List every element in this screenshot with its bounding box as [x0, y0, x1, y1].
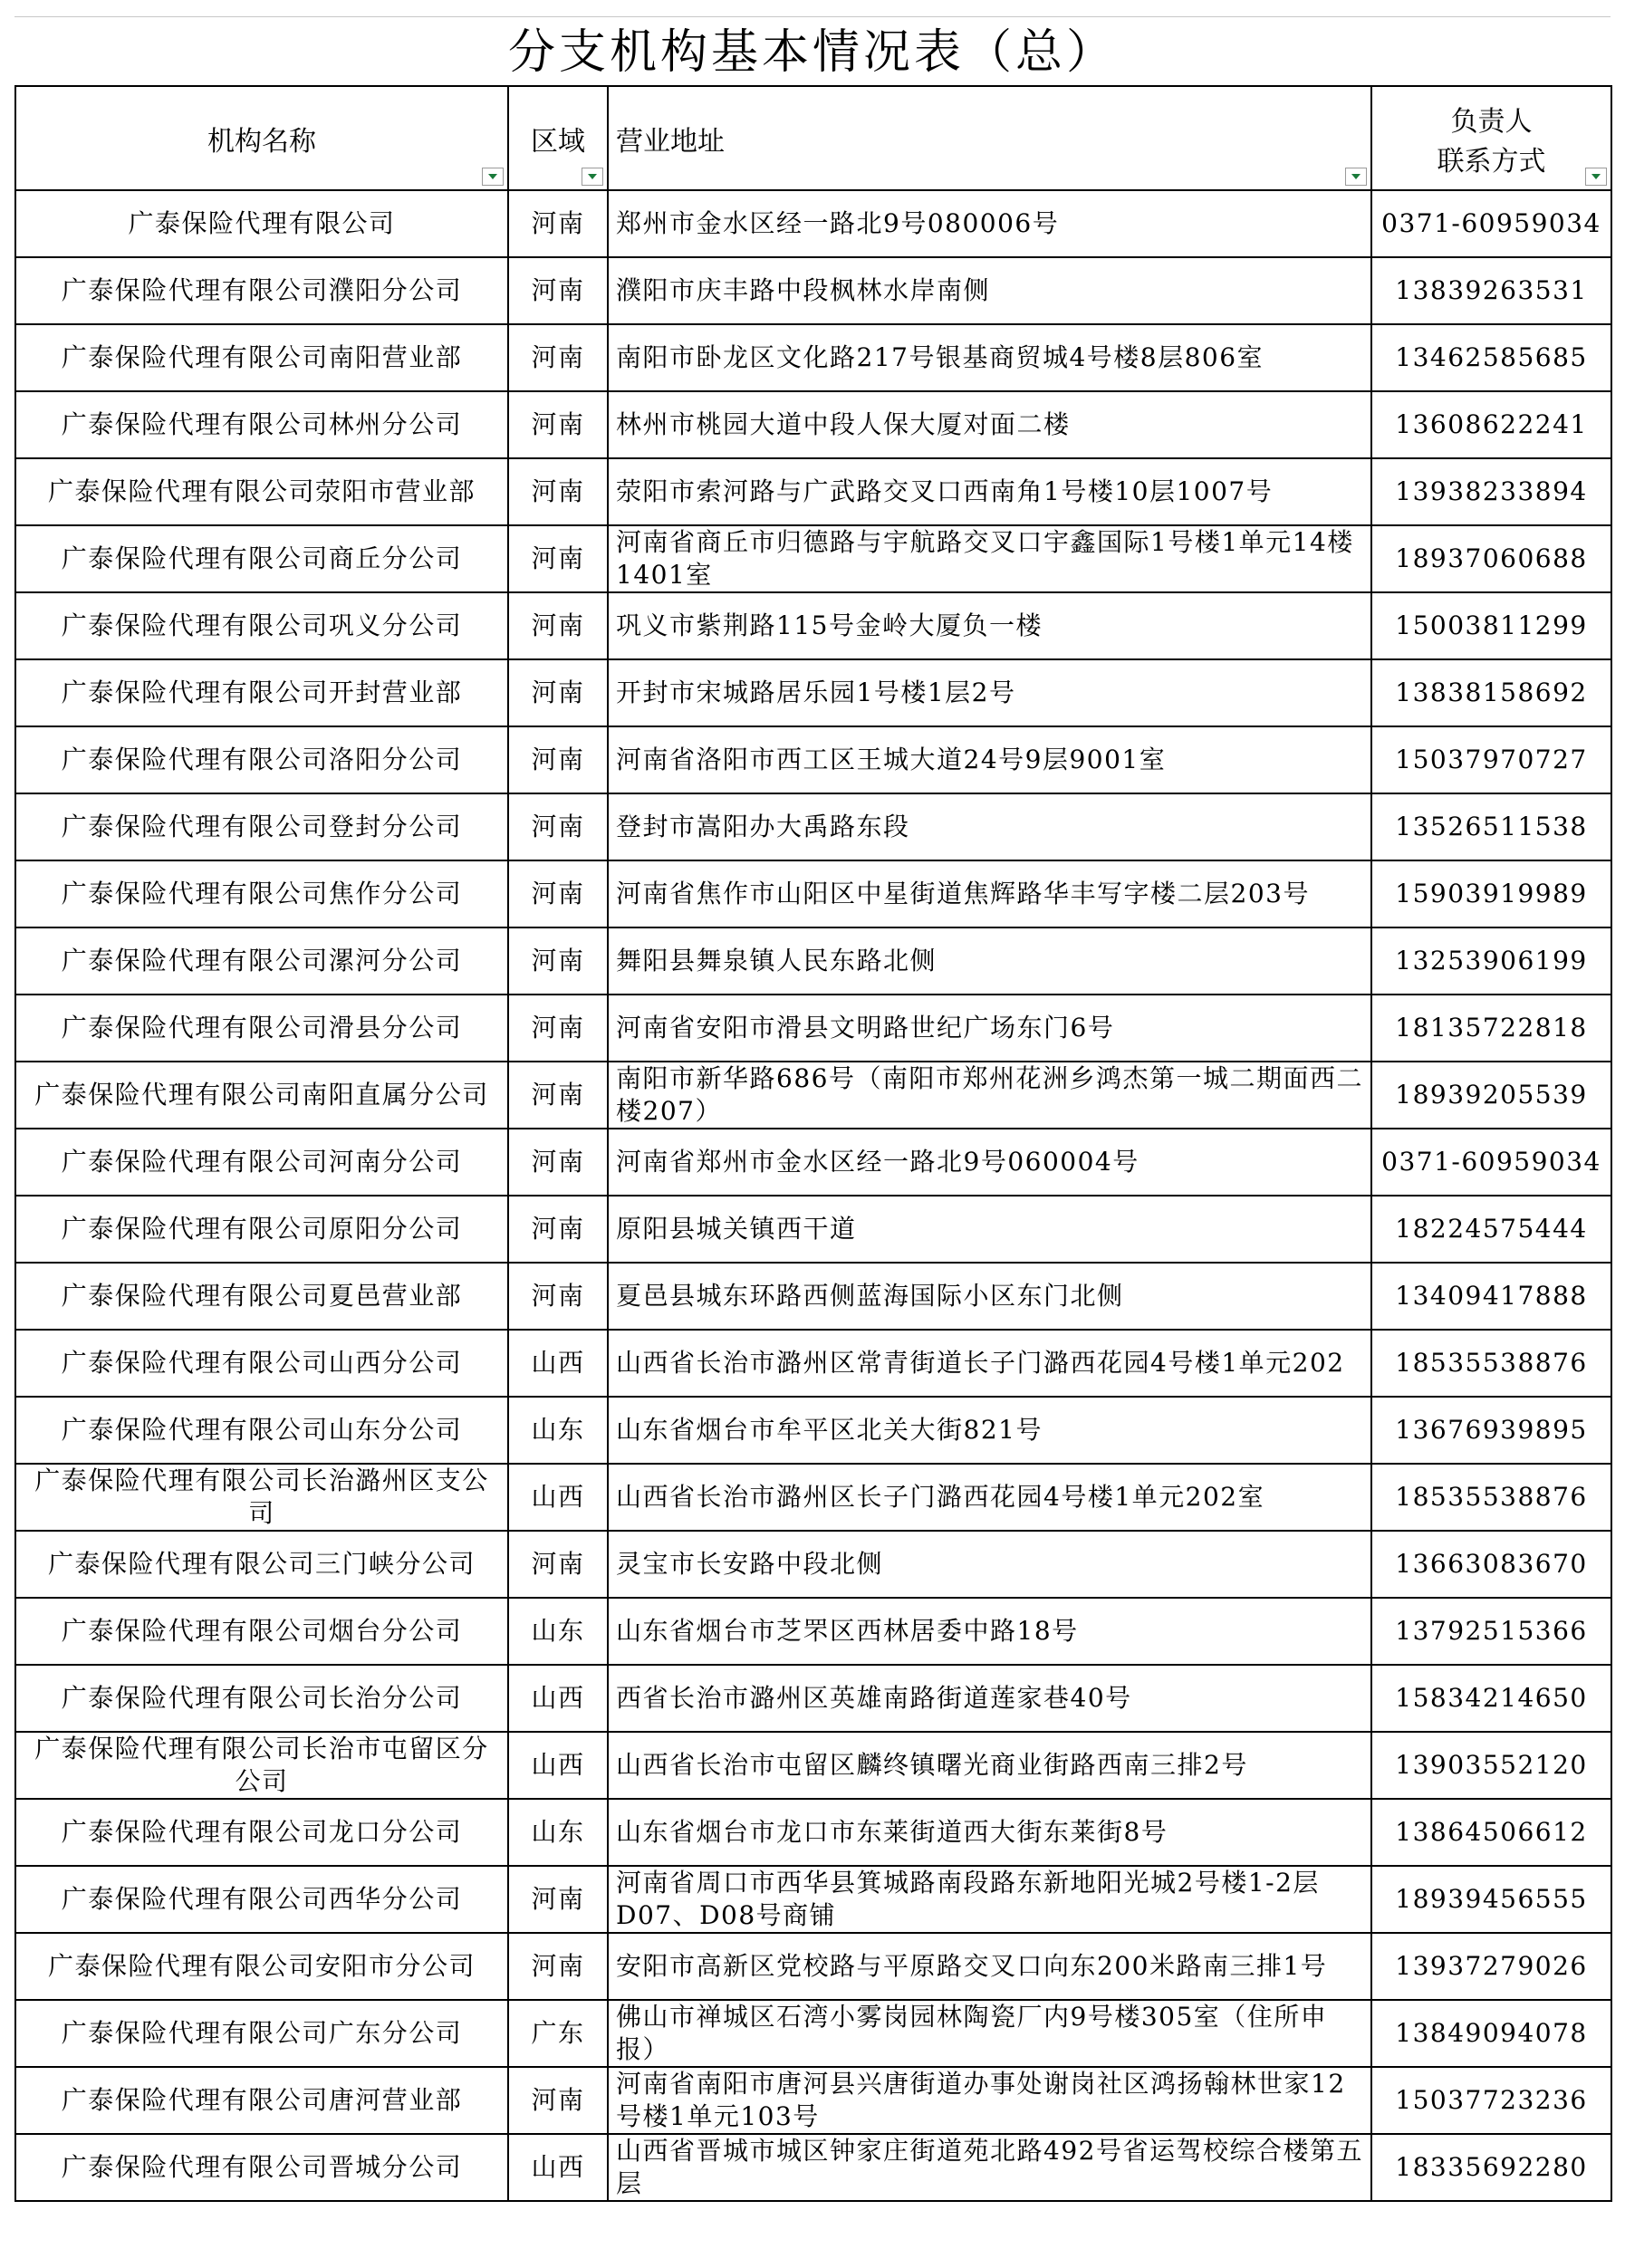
- cell-phone[interactable]: 13663083670: [1371, 1531, 1611, 1598]
- cell-phone[interactable]: 15003811299: [1371, 592, 1611, 659]
- table-row: [15, 1397, 1611, 1464]
- cell-region[interactable]: 山西: [508, 1732, 608, 1799]
- cell-phone[interactable]: 15037970727: [1371, 726, 1611, 793]
- cell-name[interactable]: 广泰保险代理有限公司南阳营业部: [15, 324, 508, 391]
- cell-region[interactable]: 河南: [508, 2067, 608, 2134]
- cell-phone[interactable]: 18224575444: [1371, 1196, 1611, 1263]
- table-body: [15, 190, 1611, 2201]
- table-row: [15, 1129, 1611, 1196]
- header-address: [608, 86, 1371, 190]
- cell-phone[interactable]: 13903552120: [1371, 1732, 1611, 1799]
- cell-region[interactable]: 河南: [508, 995, 608, 1062]
- cell-region[interactable]: 河南: [508, 1531, 608, 1598]
- table-row: [15, 458, 1611, 525]
- cell-name[interactable]: 广泰保险代理有限公司长治市屯留区分公司: [15, 1732, 508, 1799]
- cell-address[interactable]: 河南省郑州市金水区经一路北9号060004号: [608, 1129, 1371, 1196]
- cell-name[interactable]: 广泰保险代理有限公司龙口分公司: [15, 1799, 508, 1866]
- table-row: [15, 1062, 1611, 1129]
- cell-name[interactable]: 广泰保险代理有限公司荥阳市营业部: [15, 458, 508, 525]
- cell-phone[interactable]: 13526511538: [1371, 793, 1611, 860]
- cell-address[interactable]: 夏邑县城东环路西侧蓝海国际小区东门北侧: [608, 1263, 1371, 1330]
- filter-dropdown-icon[interactable]: [1585, 168, 1607, 186]
- table-row: [15, 1598, 1611, 1665]
- cell-address[interactable]: 山东省烟台市龙口市东莱街道西大街东莱街8号: [608, 1799, 1371, 1866]
- cell-name[interactable]: 广泰保险代理有限公司烟台分公司: [15, 1598, 508, 1665]
- cell-address[interactable]: 濮阳市庆丰路中段枫林水岸南侧: [608, 257, 1371, 324]
- cell-phone[interactable]: 13676939895: [1371, 1397, 1611, 1464]
- cell-address[interactable]: 山东省烟台市芝罘区西林居委中路18号: [608, 1598, 1371, 1665]
- cell-region[interactable]: 河南: [508, 1196, 608, 1263]
- cell-name[interactable]: 广泰保险代理有限公司滑县分公司: [15, 995, 508, 1062]
- cell-name[interactable]: 广泰保险代理有限公司山西分公司: [15, 1330, 508, 1397]
- cell-region[interactable]: 河南: [508, 659, 608, 726]
- branch-table: [14, 85, 1612, 2202]
- table-row: [15, 726, 1611, 793]
- cell-phone[interactable]: 13838158692: [1371, 659, 1611, 726]
- cell-region[interactable]: 山西: [508, 1464, 608, 1531]
- table-row: [15, 1799, 1611, 1866]
- table-row: [15, 1665, 1611, 1732]
- table-row: [15, 793, 1611, 860]
- table-row: [15, 1464, 1611, 1531]
- cell-address[interactable]: 开封市宋城路居乐园1号楼1层2号: [608, 659, 1371, 726]
- cell-name[interactable]: 广泰保险代理有限公司焦作分公司: [15, 860, 508, 927]
- cell-phone[interactable]: 13253906199: [1371, 927, 1611, 995]
- cell-phone[interactable]: 0371-60959034: [1371, 1129, 1611, 1196]
- cell-region[interactable]: 河南: [508, 1263, 608, 1330]
- cell-address[interactable]: 登封市嵩阳办大禹路东段: [608, 793, 1371, 860]
- cell-address[interactable]: 山西省长治市潞州区常青街道长子门潞西花园4号楼1单元202: [608, 1330, 1371, 1397]
- cell-address[interactable]: 佛山市禅城区石湾小雾岗园林陶瓷厂内9号楼305室（住所申报）: [608, 2000, 1371, 2067]
- cell-phone[interactable]: 13849094078: [1371, 2000, 1611, 2067]
- cell-address[interactable]: 河南省洛阳市西工区王城大道24号9层9001室: [608, 726, 1371, 793]
- cell-name[interactable]: 广泰保险代理有限公司广东分公司: [15, 2000, 508, 2067]
- cell-address[interactable]: 山西省长治市潞州区长子门潞西花园4号楼1单元202室: [608, 1464, 1371, 1531]
- page-title: 分支机构基本情况表（总）: [507, 25, 1117, 80]
- table-row: [15, 2000, 1611, 2067]
- cell-phone[interactable]: 0371-60959034: [1371, 190, 1611, 257]
- table-row: [15, 1196, 1611, 1263]
- header-contact-line2: 联系方式: [1437, 145, 1546, 178]
- cell-phone[interactable]: 18335692280: [1371, 2134, 1611, 2201]
- table-row: [15, 592, 1611, 659]
- cell-phone[interactable]: 13864506612: [1371, 1799, 1611, 1866]
- cell-region[interactable]: 山东: [508, 1799, 608, 1866]
- table-row: [15, 1330, 1611, 1397]
- cell-address[interactable]: 安阳市高新区党校路与平原路交叉口向东200米路南三排1号: [608, 1933, 1371, 2000]
- cell-address[interactable]: 山西省晋城市城区钟家庄街道苑北路492号省运驾校综合楼第五层: [608, 2134, 1371, 2201]
- cell-region[interactable]: 河南: [508, 190, 608, 257]
- table-row: [15, 1263, 1611, 1330]
- cell-name[interactable]: 广泰保险代理有限公司商丘分公司: [15, 525, 508, 592]
- cell-region[interactable]: 河南: [508, 726, 608, 793]
- cell-region[interactable]: 山西: [508, 2134, 608, 2201]
- cell-name[interactable]: 广泰保险代理有限公司三门峡分公司: [15, 1531, 508, 1598]
- cell-address[interactable]: 巩义市紫荆路115号金岭大厦负一楼: [608, 592, 1371, 659]
- filter-dropdown-icon[interactable]: [1345, 168, 1367, 186]
- cell-phone[interactable]: 15037723236: [1371, 2067, 1611, 2134]
- header-row: [15, 86, 1611, 190]
- cell-region[interactable]: 山东: [508, 1598, 608, 1665]
- cell-name[interactable]: 广泰保险代理有限公司唐河营业部: [15, 2067, 508, 2134]
- filter-dropdown-icon[interactable]: [582, 168, 603, 186]
- cell-phone[interactable]: 18535538876: [1371, 1330, 1611, 1397]
- cell-name[interactable]: 广泰保险代理有限公司河南分公司: [15, 1129, 508, 1196]
- cell-name[interactable]: 广泰保险代理有限公司安阳市分公司: [15, 1933, 508, 2000]
- cell-name[interactable]: 广泰保险代理有限公司长治分公司: [15, 1665, 508, 1732]
- cell-address[interactable]: 山西省长治市屯留区麟终镇曙光商业街路西南三排2号: [608, 1732, 1371, 1799]
- cell-region[interactable]: 河南: [508, 391, 608, 458]
- header-contact-line1: 负责人: [1450, 105, 1533, 138]
- cell-region[interactable]: 河南: [508, 793, 608, 860]
- table-row: [15, 525, 1611, 592]
- cell-phone[interactable]: 18135722818: [1371, 995, 1611, 1062]
- header-address-label: 营业地址: [616, 125, 725, 158]
- table-row: [15, 324, 1611, 391]
- cell-phone[interactable]: 18937060688: [1371, 525, 1611, 592]
- cell-region[interactable]: 河南: [508, 1866, 608, 1933]
- cell-address[interactable]: 原阳县城关镇西干道: [608, 1196, 1371, 1263]
- cell-phone[interactable]: 18939456555: [1371, 1866, 1611, 1933]
- cell-address[interactable]: 河南省安阳市滑县文明路世纪广场东门6号: [608, 995, 1371, 1062]
- cell-phone[interactable]: 13409417888: [1371, 1263, 1611, 1330]
- cell-name[interactable]: 广泰保险代理有限公司西华分公司: [15, 1866, 508, 1933]
- cell-region[interactable]: 山西: [508, 1665, 608, 1732]
- cell-region[interactable]: 河南: [508, 525, 608, 592]
- table-row: [15, 1732, 1611, 1799]
- header-name: [15, 86, 508, 190]
- cell-name[interactable]: 广泰保险代理有限公司濮阳分公司: [15, 257, 508, 324]
- cell-region[interactable]: 广东: [508, 2000, 608, 2067]
- table-row: [15, 1933, 1611, 2000]
- cell-region[interactable]: 山东: [508, 1397, 608, 1464]
- cell-phone[interactable]: 18939205539: [1371, 1062, 1611, 1129]
- top-gridline: [14, 16, 1611, 17]
- table-row: [15, 1531, 1611, 1598]
- cell-address[interactable]: 郑州市金水区经一路北9号080006号: [608, 190, 1371, 257]
- cell-address[interactable]: 荥阳市索河路与广武路交叉口西南角1号楼10层1007号: [608, 458, 1371, 525]
- cell-region[interactable]: 河南: [508, 927, 608, 995]
- cell-phone[interactable]: 15903919989: [1371, 860, 1611, 927]
- cell-name[interactable]: 广泰保险代理有限公司晋城分公司: [15, 2134, 508, 2201]
- cell-phone[interactable]: 15834214650: [1371, 1665, 1611, 1732]
- cell-address[interactable]: 河南省商丘市归德路与宇航路交叉口宇鑫国际1号楼1单元14楼1401室: [608, 525, 1371, 592]
- table-row: [15, 190, 1611, 257]
- table-row: [15, 257, 1611, 324]
- cell-region[interactable]: 河南: [508, 257, 608, 324]
- table-row: [15, 2134, 1611, 2201]
- cell-region[interactable]: 河南: [508, 1062, 608, 1129]
- table-row: [15, 659, 1611, 726]
- cell-region[interactable]: 河南: [508, 458, 608, 525]
- cell-address[interactable]: 河南省周口市西华县箕城路南段路东新地阳光城2号楼1-2层D07、D08号商铺: [608, 1866, 1371, 1933]
- cell-phone[interactable]: 13792515366: [1371, 1598, 1611, 1665]
- cell-phone[interactable]: 13839263531: [1371, 257, 1611, 324]
- cell-address[interactable]: 河南省焦作市山阳区中星街道焦辉路华丰写字楼二层203号: [608, 860, 1371, 927]
- cell-address[interactable]: 南阳市新华路686号（南阳市郑州花洲乡鸿杰第一城二期面西二楼207）: [608, 1062, 1371, 1129]
- table-row: [15, 2067, 1611, 2134]
- cell-phone[interactable]: 13938233894: [1371, 458, 1611, 525]
- cell-region[interactable]: 河南: [508, 324, 608, 391]
- cell-name[interactable]: 广泰保险代理有限公司南阳直属分公司: [15, 1062, 508, 1129]
- cell-address[interactable]: 河南省南阳市唐河县兴唐街道办事处谢岗社区鸿扬翰林世家12号楼1单元103号: [608, 2067, 1371, 2134]
- cell-phone[interactable]: 18535538876: [1371, 1464, 1611, 1531]
- header-region: [508, 86, 608, 190]
- cell-name[interactable]: 广泰保险代理有限公司林州分公司: [15, 391, 508, 458]
- cell-name[interactable]: 广泰保险代理有限公司洛阳分公司: [15, 726, 508, 793]
- cell-region[interactable]: 河南: [508, 1933, 608, 2000]
- cell-address[interactable]: 南阳市卧龙区文化路217号银基商贸城4号楼8层806室: [608, 324, 1371, 391]
- filter-dropdown-icon[interactable]: [482, 168, 504, 186]
- cell-region[interactable]: 河南: [508, 860, 608, 927]
- cell-name[interactable]: 广泰保险代理有限公司原阳分公司: [15, 1196, 508, 1263]
- cell-address[interactable]: 舞阳县舞泉镇人民东路北侧: [608, 927, 1371, 995]
- cell-address[interactable]: 山东省烟台市牟平区北关大街821号: [608, 1397, 1371, 1464]
- cell-region[interactable]: 山西: [508, 1330, 608, 1397]
- table-row: [15, 860, 1611, 927]
- header-name-label: 机构名称: [207, 125, 316, 158]
- cell-name[interactable]: 广泰保险代理有限公司: [15, 190, 508, 257]
- cell-name[interactable]: 广泰保险代理有限公司长治潞州区支公司: [15, 1464, 508, 1531]
- cell-address[interactable]: 西省长治市潞州区英雄南路街道莲家巷40号: [608, 1665, 1371, 1732]
- header-region-label: 区域: [531, 125, 585, 158]
- table-row: [15, 391, 1611, 458]
- cell-name[interactable]: 广泰保险代理有限公司山东分公司: [15, 1397, 508, 1464]
- cell-address[interactable]: 灵宝市长安路中段北侧: [608, 1531, 1371, 1598]
- cell-phone[interactable]: 13937279026: [1371, 1933, 1611, 2000]
- header-contact: [1371, 86, 1611, 190]
- cell-name[interactable]: 广泰保险代理有限公司开封营业部: [15, 659, 508, 726]
- table-row: [15, 1866, 1611, 1933]
- cell-name[interactable]: 广泰保险代理有限公司巩义分公司: [15, 592, 508, 659]
- cell-name[interactable]: 广泰保险代理有限公司夏邑营业部: [15, 1263, 508, 1330]
- cell-address[interactable]: 林州市桃园大道中段人保大厦对面二楼: [608, 391, 1371, 458]
- cell-phone[interactable]: 13608622241: [1371, 391, 1611, 458]
- cell-phone[interactable]: 13462585685: [1371, 324, 1611, 391]
- cell-name[interactable]: 广泰保险代理有限公司登封分公司: [15, 793, 508, 860]
- cell-region[interactable]: 河南: [508, 1129, 608, 1196]
- table-row: [15, 927, 1611, 995]
- cell-region[interactable]: 河南: [508, 592, 608, 659]
- cell-name[interactable]: 广泰保险代理有限公司漯河分公司: [15, 927, 508, 995]
- table-row: [15, 995, 1611, 1062]
